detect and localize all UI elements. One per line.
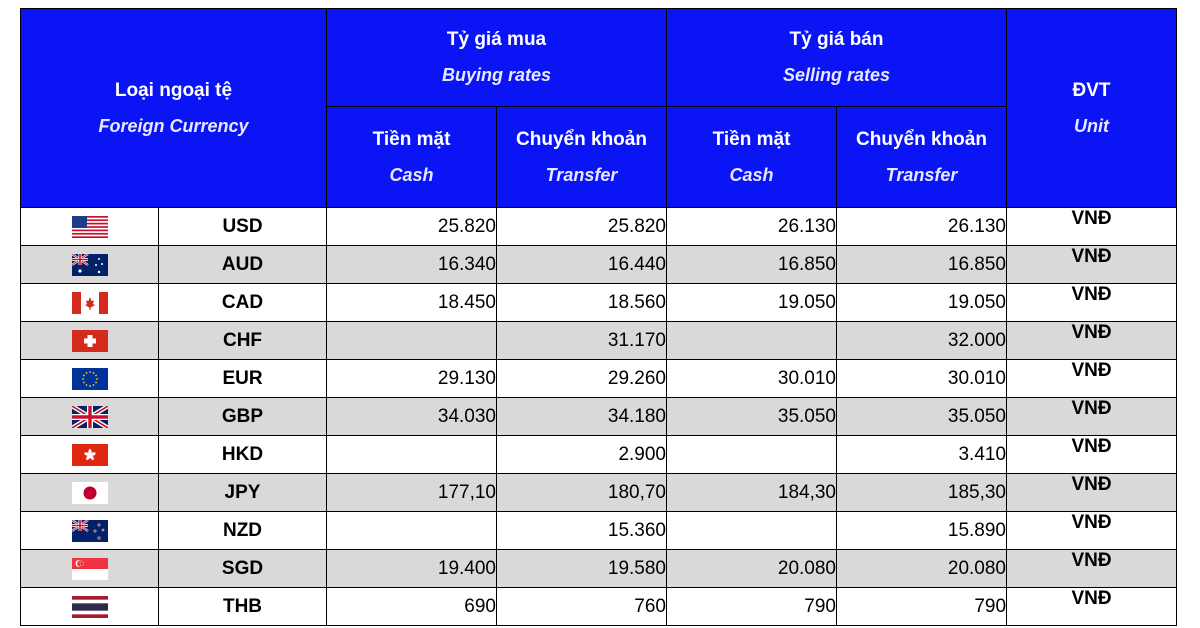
flag-cell xyxy=(21,246,159,284)
flag-cell xyxy=(21,208,159,246)
flag-cell xyxy=(21,398,159,436)
buy-transfer-vn: Chuyển khoản xyxy=(516,128,647,150)
buy-transfer-value: 34.180 xyxy=(497,398,667,436)
buy-cash-value: 16.340 xyxy=(327,246,497,284)
sell-transfer-value: 26.130 xyxy=(837,208,1007,246)
unit-value: VNĐ xyxy=(1007,550,1177,588)
table-row xyxy=(21,436,1177,474)
sell-transfer-vn: Chuyển khoản xyxy=(856,128,987,150)
currency-header xyxy=(21,9,327,208)
selling-header-en: Selling rates xyxy=(782,65,891,85)
sell-transfer-value: 19.050 xyxy=(837,284,1007,322)
buy-transfer-en: Transfer xyxy=(545,164,618,185)
buy-transfer-value: 29.260 xyxy=(497,360,667,398)
ca-flag-icon xyxy=(72,292,108,314)
flag-cell xyxy=(21,550,159,588)
sell-transfer-value: 185,30 xyxy=(837,474,1007,512)
jp-flag-icon xyxy=(72,482,108,504)
unit-value: VNĐ xyxy=(1007,436,1177,474)
sell-cash-value: 184,30 xyxy=(667,474,837,512)
buy-transfer-value: 31.170 xyxy=(497,322,667,360)
sell-cash-value xyxy=(667,322,837,360)
flag-cell xyxy=(21,588,159,626)
buy-transfer-value: 15.360 xyxy=(497,512,667,550)
buy-cash-value: 177,10 xyxy=(327,474,497,512)
flag-cell xyxy=(21,512,159,550)
th-flag-icon xyxy=(72,596,108,618)
hk-flag-icon xyxy=(72,444,108,466)
sell-cash-value xyxy=(667,512,837,550)
us-flag-icon xyxy=(72,216,108,238)
buy-cash-value: 34.030 xyxy=(327,398,497,436)
sell-cash-value: 16.850 xyxy=(667,246,837,284)
buy-cash-value xyxy=(327,322,497,360)
currency-code: SGD xyxy=(159,550,327,588)
buy-transfer-value: 18.560 xyxy=(497,284,667,322)
table-row xyxy=(21,474,1177,512)
currency-code: CAD xyxy=(159,284,327,322)
currency-header-en: Foreign Currency xyxy=(98,115,249,136)
currency-code: AUD xyxy=(159,246,327,284)
sell-transfer-value: 15.890 xyxy=(837,512,1007,550)
unit-value: VNĐ xyxy=(1007,322,1177,360)
sell-cash-value: 790 xyxy=(667,588,837,626)
flag-cell xyxy=(21,360,159,398)
table-row xyxy=(21,512,1177,550)
buying-rates-header xyxy=(327,9,667,107)
buy-transfer-value: 2.900 xyxy=(497,436,667,474)
buy-cash-value: 25.820 xyxy=(327,208,497,246)
sell-cash-value: 20.080 xyxy=(667,550,837,588)
buy-transfer-header xyxy=(497,107,667,208)
unit-header-vn: ĐVT xyxy=(1072,79,1111,101)
ch-flag-icon xyxy=(72,330,108,352)
table-row xyxy=(21,398,1177,436)
unit-value: VNĐ xyxy=(1007,588,1177,626)
buy-transfer-value: 16.440 xyxy=(497,246,667,284)
unit-header xyxy=(1007,9,1177,208)
eu-flag-icon xyxy=(72,368,108,390)
buy-cash-value: 690 xyxy=(327,588,497,626)
sell-transfer-header xyxy=(837,107,1007,208)
buy-cash-value: 18.450 xyxy=(327,284,497,322)
unit-value: VNĐ xyxy=(1007,512,1177,550)
table-row xyxy=(21,208,1177,246)
sell-transfer-value: 3.410 xyxy=(837,436,1007,474)
unit-value: VNĐ xyxy=(1007,284,1177,322)
sell-cash-value: 35.050 xyxy=(667,398,837,436)
selling-rates-header xyxy=(667,9,1007,107)
table-row xyxy=(21,284,1177,322)
currency-header-vn: Loại ngoại tệ xyxy=(114,79,233,101)
selling-header-vn: Tỷ giá bán xyxy=(789,29,884,50)
currency-code: GBP xyxy=(159,398,327,436)
buy-transfer-value: 25.820 xyxy=(497,208,667,246)
currency-code: THB xyxy=(159,588,327,626)
rates-body xyxy=(21,208,1177,626)
sell-transfer-value: 20.080 xyxy=(837,550,1007,588)
buy-cash-vn: Tiền mặt xyxy=(372,128,451,150)
nz-flag-icon xyxy=(72,520,108,542)
currency-code: HKD xyxy=(159,436,327,474)
unit-value: VNĐ xyxy=(1007,474,1177,512)
buy-transfer-value: 760 xyxy=(497,588,667,626)
sell-cash-vn: Tiền mặt xyxy=(712,128,791,150)
sell-cash-value: 19.050 xyxy=(667,284,837,322)
buy-cash-en: Cash xyxy=(389,164,434,185)
buy-cash-value xyxy=(327,436,497,474)
sell-cash-en: Cash xyxy=(729,164,774,185)
currency-code: USD xyxy=(159,208,327,246)
table-row xyxy=(21,360,1177,398)
buy-cash-header xyxy=(327,107,497,208)
sell-transfer-value: 30.010 xyxy=(837,360,1007,398)
sell-transfer-value: 32.000 xyxy=(837,322,1007,360)
buy-cash-value xyxy=(327,512,497,550)
currency-code: EUR xyxy=(159,360,327,398)
sell-transfer-value: 16.850 xyxy=(837,246,1007,284)
au-flag-icon xyxy=(72,254,108,276)
buy-cash-value: 19.400 xyxy=(327,550,497,588)
flag-cell xyxy=(21,436,159,474)
flag-cell xyxy=(21,322,159,360)
unit-value: VNĐ xyxy=(1007,360,1177,398)
sell-transfer-value: 35.050 xyxy=(837,398,1007,436)
table-row xyxy=(21,322,1177,360)
exchange-rate-table xyxy=(20,8,1177,626)
sell-cash-value: 26.130 xyxy=(667,208,837,246)
sell-transfer-value: 790 xyxy=(837,588,1007,626)
currency-code: CHF xyxy=(159,322,327,360)
buying-header-en: Buying rates xyxy=(441,65,552,85)
table-row xyxy=(21,246,1177,284)
flag-cell xyxy=(21,474,159,512)
buy-cash-value: 29.130 xyxy=(327,360,497,398)
unit-value: VNĐ xyxy=(1007,246,1177,284)
gb-flag-icon xyxy=(72,406,108,428)
sell-cash-value: 30.010 xyxy=(667,360,837,398)
buy-transfer-value: 180,70 xyxy=(497,474,667,512)
table-row xyxy=(21,550,1177,588)
sg-flag-icon xyxy=(72,558,108,580)
buying-header-vn: Tỷ giá mua xyxy=(446,29,547,50)
flag-cell xyxy=(21,284,159,322)
unit-value: VNĐ xyxy=(1007,398,1177,436)
unit-header-en: Unit xyxy=(1074,115,1110,136)
table-row xyxy=(21,588,1177,626)
unit-value: VNĐ xyxy=(1007,208,1177,246)
currency-code: NZD xyxy=(159,512,327,550)
sell-cash-header xyxy=(667,107,837,208)
currency-code: JPY xyxy=(159,474,327,512)
sell-cash-value xyxy=(667,436,837,474)
buy-transfer-value: 19.580 xyxy=(497,550,667,588)
sell-transfer-en: Transfer xyxy=(885,164,958,185)
